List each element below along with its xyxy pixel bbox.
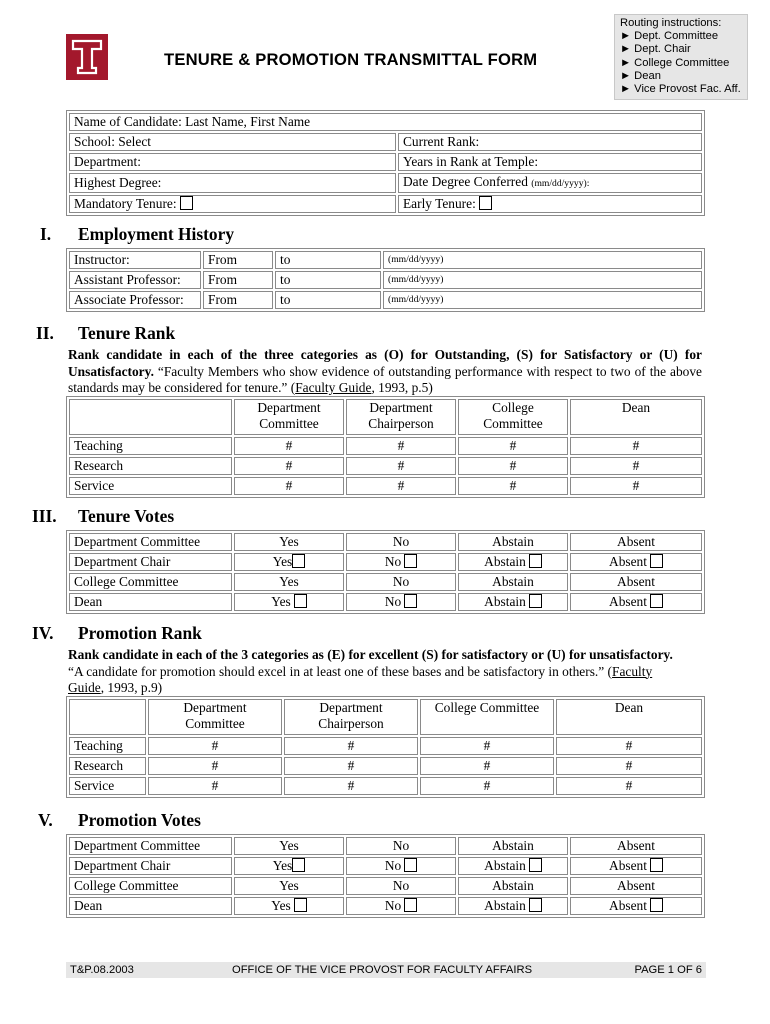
table-row (69, 897, 702, 915)
rank-field[interactable]: # (556, 737, 702, 755)
office-name: OFFICE OF THE VICE PROVOST FOR FACULTY AFFAIRS (232, 964, 533, 976)
abstain-field[interactable]: Abstain (458, 533, 568, 551)
rank-field[interactable]: # (284, 737, 418, 755)
routing-step: ► Vice Provost Fac. Aff. (620, 83, 741, 96)
routing-heading: Routing instructions: (620, 17, 722, 29)
rank-field[interactable]: # (234, 437, 344, 455)
no-field[interactable]: No (346, 837, 456, 855)
mandatory-tenure-label: Mandatory Tenure: (74, 196, 177, 211)
column-header: College Committee (458, 399, 568, 435)
no-label: No (384, 898, 402, 913)
no-field[interactable]: No (346, 877, 456, 895)
rank-field[interactable]: # (148, 757, 282, 775)
section-number: I. (40, 224, 52, 244)
years-in-rank-field[interactable]: Years in Rank at Temple: (398, 153, 702, 171)
tenure-votes-table (66, 530, 705, 614)
absent-checkbox[interactable] (650, 554, 663, 568)
absent-label: Absent (609, 554, 647, 569)
rank-field[interactable]: # (458, 437, 568, 455)
date-format-hint: (mm/dd/yyyy): (531, 178, 590, 189)
form-title: TENURE & PROMOTION TRANSMITTAL FORM (164, 50, 538, 69)
date-degree-label: Date Degree Conferred (403, 174, 532, 189)
yes-label: Yes (272, 554, 293, 569)
tenure-rank-table (66, 396, 705, 498)
rank-field[interactable]: # (556, 777, 702, 795)
abstain-checkbox[interactable] (529, 594, 542, 608)
category-label: Service (69, 777, 146, 795)
candidate-info-table (66, 110, 705, 216)
routing-instructions (614, 14, 748, 100)
abstain-label: Abstain (484, 858, 526, 873)
table-row (69, 553, 702, 571)
yes-field[interactable]: Yes (234, 533, 344, 551)
column-header: Dean (570, 399, 702, 435)
table-row (69, 737, 702, 755)
table-row (69, 777, 702, 795)
column-header: College Committee (420, 699, 554, 735)
date-degree-field[interactable] (398, 173, 702, 193)
employment-label: Associate Professor: (69, 291, 201, 309)
early-tenure-label: Early Tenure: (403, 196, 476, 211)
date-format-hint: (mm/dd/yyyy) (383, 271, 702, 289)
yes-label: Yes (271, 898, 291, 913)
promotion-rank-instructions-bold: Rank candidate in each of the 3 categories as (E) for excellent (S) for satisfactory or (U) for unsatisfactory. (68, 647, 673, 662)
rank-field[interactable]: # (234, 457, 344, 475)
voter-label: Dean (69, 897, 232, 915)
page-number: PAGE 1 OF 6 (634, 964, 702, 976)
yes-label: Yes (272, 858, 293, 873)
absent-field[interactable]: Absent (570, 877, 702, 895)
to-field[interactable]: to (275, 271, 381, 289)
section-title-employment-history: Employment History (78, 224, 235, 244)
section-title-promotion-rank: Promotion Rank (78, 623, 202, 643)
section-title-tenure-rank: Tenure Rank (78, 323, 176, 343)
promotion-votes-table (66, 834, 705, 918)
table-row (69, 437, 702, 455)
employment-label: Assistant Professor: (69, 271, 201, 289)
section-number: V. (38, 810, 53, 830)
tenure-rank-instructions (68, 347, 702, 397)
rank-field[interactable]: # (284, 777, 418, 795)
table-row (69, 857, 702, 875)
voter-label: Department Committee (69, 533, 232, 551)
abstain-checkbox[interactable] (529, 898, 542, 912)
table-row (69, 251, 702, 269)
column-header: Department Committee (148, 699, 282, 735)
voter-label: College Committee (69, 877, 232, 895)
table-row (69, 837, 702, 855)
absent-checkbox[interactable] (650, 858, 663, 872)
abstain-label: Abstain (484, 554, 526, 569)
table-header-row (69, 399, 702, 435)
category-label: Teaching (69, 437, 232, 455)
from-field[interactable]: From (203, 291, 273, 309)
voter-label: Department Committee (69, 837, 232, 855)
routing-step: ► Dept. Committee (620, 30, 719, 43)
yes-checkbox[interactable] (294, 898, 307, 912)
category-label: Research (69, 757, 146, 775)
yes-field[interactable]: Yes (234, 877, 344, 895)
rank-field[interactable]: # (148, 777, 282, 795)
no-checkbox[interactable] (404, 594, 417, 608)
to-field[interactable]: to (275, 251, 381, 269)
from-field[interactable]: From (203, 271, 273, 289)
rank-field[interactable]: # (458, 477, 568, 495)
early-tenure-checkbox[interactable] (479, 196, 492, 210)
highest-degree-field[interactable]: Highest Degree: (69, 173, 396, 193)
absent-label: Absent (609, 858, 647, 873)
category-label: Teaching (69, 737, 146, 755)
promotion-rank-instructions (68, 647, 708, 697)
table-row (69, 573, 702, 591)
table-row (69, 877, 702, 895)
no-field[interactable]: No (346, 573, 456, 591)
routing-step: ► Dept. Chair (620, 43, 691, 56)
routing-step: ► Dean (620, 69, 661, 82)
absent-field[interactable]: Absent (570, 837, 702, 855)
rank-field[interactable]: # (420, 737, 554, 755)
rank-field[interactable]: # (148, 737, 282, 755)
absent-label: Absent (609, 898, 647, 913)
no-checkbox[interactable] (404, 898, 417, 912)
section-title-promotion-votes: Promotion Votes (78, 810, 201, 830)
abstain-label: Abstain (484, 594, 526, 609)
rank-field[interactable]: # (420, 777, 554, 795)
abstain-field[interactable]: Abstain (458, 837, 568, 855)
section-number: IV. (32, 623, 54, 643)
form-code: T&P.08.2003 (70, 964, 134, 976)
early-tenure-row (398, 195, 702, 213)
section-number: II. (36, 323, 54, 343)
faculty-guide-link[interactable]: Faculty (612, 663, 653, 679)
abstain-field[interactable]: Abstain (458, 573, 568, 591)
employment-label: Instructor: (69, 251, 201, 269)
category-label: Research (69, 457, 232, 475)
voter-label: Department Chair (69, 553, 232, 571)
no-label: No (384, 554, 402, 569)
voter-label: Dean (69, 593, 232, 611)
column-header: Department Chairperson (284, 699, 418, 735)
citation-text: , 1993, p.9) (100, 680, 163, 695)
page-footer (66, 962, 706, 978)
table-header-row (69, 699, 702, 735)
absent-checkbox[interactable] (650, 594, 663, 608)
rank-field[interactable]: # (458, 457, 568, 475)
candidate-name-field[interactable]: Name of Candidate: Last Name, First Name (69, 113, 702, 131)
from-field[interactable]: From (203, 251, 273, 269)
no-label: No (384, 594, 402, 609)
routing-step: ► College Committee (620, 56, 730, 69)
no-label: No (384, 858, 402, 873)
yes-checkbox[interactable] (292, 858, 305, 872)
rank-field[interactable]: # (556, 757, 702, 775)
employment-history-table (66, 248, 705, 312)
rank-field[interactable]: # (346, 477, 456, 495)
department-field[interactable]: Department: (69, 153, 396, 171)
no-field[interactable]: No (346, 533, 456, 551)
school-select[interactable]: School: Select (69, 133, 396, 151)
table-row (69, 533, 702, 551)
to-field[interactable]: to (275, 291, 381, 309)
rank-field[interactable]: # (346, 437, 456, 455)
column-header: Department Committee (234, 399, 344, 435)
column-header: Dean (556, 699, 702, 735)
yes-checkbox[interactable] (294, 594, 307, 608)
yes-field[interactable]: Yes (234, 573, 344, 591)
temple-t-logo-icon (66, 34, 108, 80)
absent-checkbox[interactable] (650, 898, 663, 912)
rank-field[interactable]: # (346, 457, 456, 475)
tenure-rank-instructions-bold: Rank candidate in each of the three categories as (O) for Outstanding, (S) for Satisfactory or (U) for Unsatisfactory. (68, 347, 702, 379)
rank-field[interactable]: # (420, 757, 554, 775)
yes-checkbox[interactable] (292, 554, 305, 568)
absent-label: Absent (609, 594, 647, 609)
category-label: Service (69, 477, 232, 495)
tenure-rank-quote: “Faculty Members who show evidence of outstanding performance with respect to two of the above standards may be considered for tenure.” ( (68, 363, 702, 395)
rank-field[interactable]: # (570, 437, 702, 455)
mandatory-tenure-row (69, 195, 396, 213)
section-title-tenure-votes: Tenure Votes (78, 506, 175, 526)
faculty-guide-link[interactable]: Guide (68, 680, 101, 695)
no-checkbox[interactable] (404, 554, 417, 568)
yes-label: Yes (271, 594, 291, 609)
date-format-hint: (mm/dd/yyyy) (383, 251, 702, 269)
citation-text: , 1993, p.5) (371, 380, 433, 395)
abstain-checkbox[interactable] (529, 554, 542, 568)
abstain-label: Abstain (484, 898, 526, 913)
promotion-rank-table (66, 696, 705, 798)
absent-field[interactable]: Absent (570, 533, 702, 551)
voter-label: Department Chair (69, 857, 232, 875)
empty-header-cell (69, 399, 232, 435)
abstain-checkbox[interactable] (529, 858, 542, 872)
rank-field[interactable]: # (284, 757, 418, 775)
abstain-field[interactable]: Abstain (458, 877, 568, 895)
table-row (69, 271, 702, 289)
rank-field[interactable]: # (234, 477, 344, 495)
table-row (69, 457, 702, 475)
table-row (69, 291, 702, 309)
faculty-guide-link[interactable]: Faculty Guide (295, 380, 372, 395)
column-header: Department Chairperson (346, 399, 456, 435)
table-row (69, 593, 702, 611)
table-row (69, 757, 702, 775)
voter-label: College Committee (69, 573, 232, 591)
date-format-hint: (mm/dd/yyyy) (383, 291, 702, 309)
table-row (69, 477, 702, 495)
current-rank-field[interactable]: Current Rank: (398, 133, 702, 151)
mandatory-tenure-checkbox[interactable] (180, 196, 193, 210)
rank-field[interactable]: # (570, 457, 702, 475)
absent-field[interactable]: Absent (570, 573, 702, 591)
no-checkbox[interactable] (404, 858, 417, 872)
yes-field[interactable]: Yes (234, 837, 344, 855)
section-number: III. (32, 506, 57, 526)
promotion-rank-quote: “A candidate for promotion should excel in at least one of these bases and be satisfactory in others.” ( (68, 663, 613, 679)
empty-header-cell (69, 699, 146, 735)
rank-field[interactable]: # (570, 477, 702, 495)
